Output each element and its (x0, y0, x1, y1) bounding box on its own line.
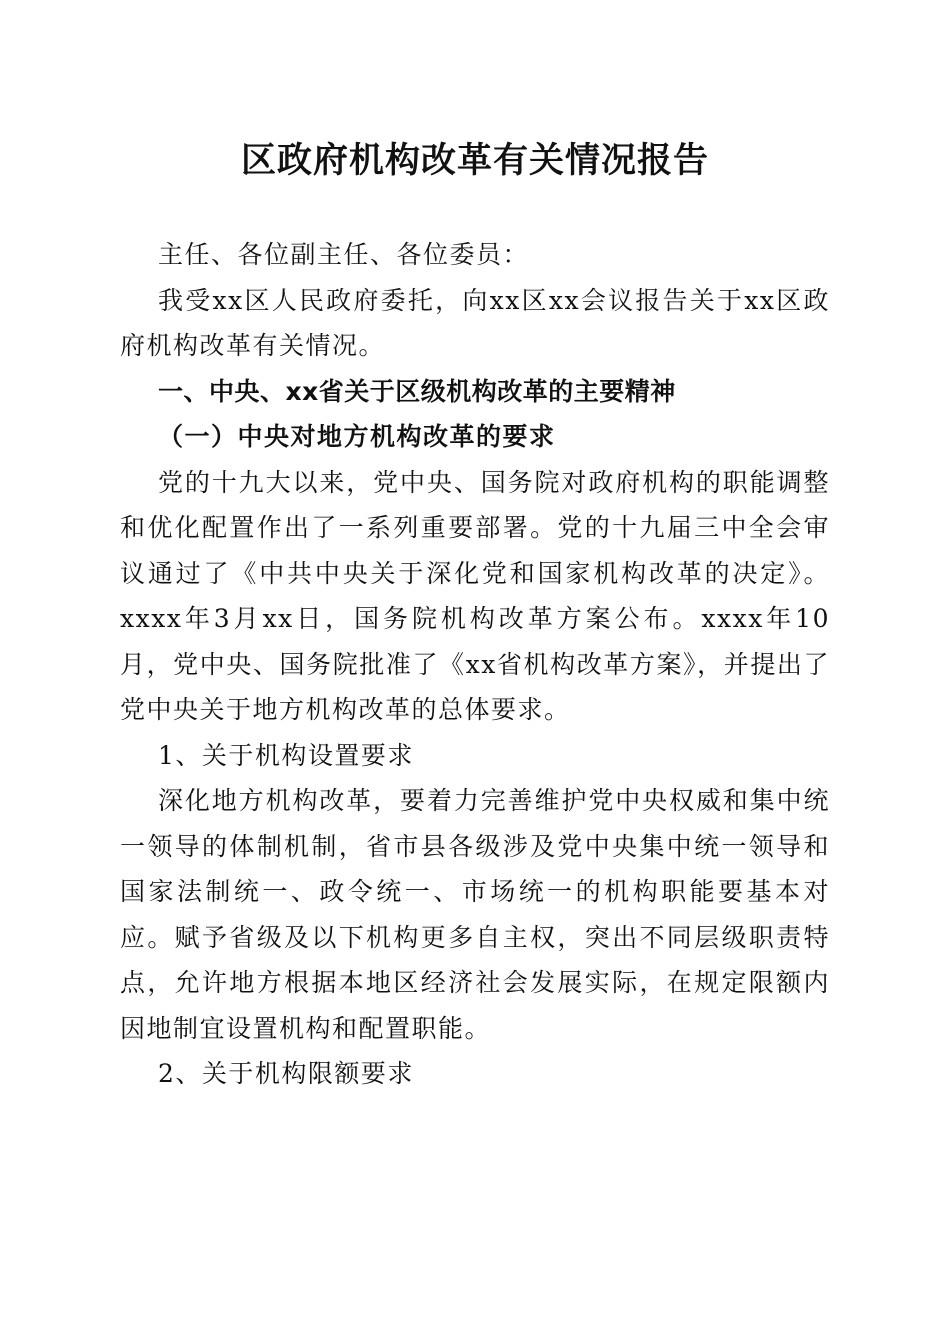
document-body (120, 232, 830, 1097)
item-heading-1: 1、关于机构设置要求 (158, 740, 414, 770)
document-title: 区政府机构改革有关情况报告 (240, 140, 709, 181)
item-heading-2: 2、关于机构限额要求 (158, 1059, 414, 1088)
subsection-heading-1: （一）中央对地方机构改革的要求 (158, 422, 556, 451)
intro-paragraph: 我受xx区人民政府委托，向xx区xx会议报告关于xx区政府机构改革有关情况。 (120, 285, 830, 360)
salutation: 主任、各位副主任、各位委员： (158, 240, 530, 269)
paragraph-institution-setup: 深化地方机构改革，要着力完善维护党中央权威和集中统一领导的体制机制，省市县各级涉及党中央集中统一领导和国家法制统一、政令统一、市场统一的机构职能要基本对应。赋予省级及以下机构更多自主权，突出不同层级职责特点，允许地方根据本地区经济社会发展实际，在规定限额内因地制宜设置机构和配置职能。 (120, 786, 830, 1043)
section-heading-1: 一、中央、xx省关于区级机构改革的主要精神 (158, 376, 676, 406)
paragraph-central-requirements: 党的十九大以来，党中央、国务院对政府机构的职能调整和优化配置作出了一系列重要部署。党的十九届三中全会审议通过了《中共中央关于深化党和国家机构改革的决定》。xxxx年3月xx日，国务院机构改革方案公布。xxxx年10月，党中央、国务院批准了《xx省机构改革方案》，并提出了党中央关于地方机构改革的总体要求。 (120, 467, 830, 724)
